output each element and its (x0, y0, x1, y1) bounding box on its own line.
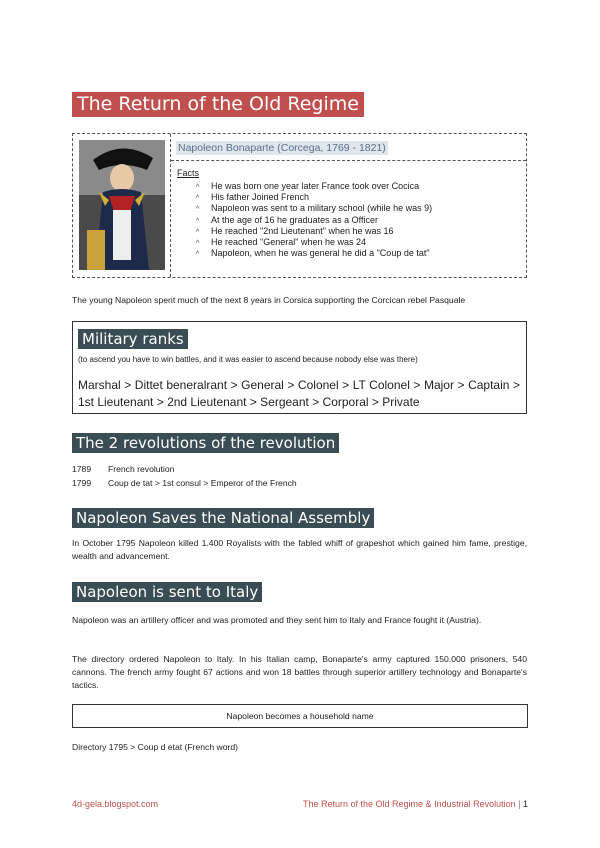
military-ranks-heading: Military ranks (78, 329, 188, 349)
assembly-heading: Napoleon Saves the National Assembly (72, 508, 374, 528)
list-item: ^ At the age of 16 he graduates as a Officer (196, 215, 432, 226)
napoleon-name-cell (171, 134, 526, 161)
page-number: 1 (522, 799, 528, 809)
bullet-icon: ^ (196, 195, 200, 203)
italy-heading: Napoleon is sent to Italy (72, 582, 262, 602)
military-ranks-box (72, 321, 527, 414)
timeline-row (72, 476, 297, 490)
facts-heading: Facts (177, 168, 200, 178)
timeline-year: 1789 (72, 464, 92, 474)
military-ranks-note: (to ascend you have to win battles, and it was easier to ascend because nobody else was there) (78, 355, 418, 364)
napoleon-portrait (73, 134, 171, 277)
directory-line: Directory 1795 > Coup d etat (French word) (72, 742, 238, 752)
bullet-icon: ^ (196, 228, 200, 236)
bullet-icon: ^ (196, 184, 200, 191)
intro-paragraph: The young Napoleon spent much of the next 8 years in Corsica supporting the Corcican rebel Pasquale (72, 295, 466, 305)
list-item: ^ His father Joined French (196, 192, 432, 203)
revolutions-timeline (72, 462, 297, 490)
military-ranks-chain: Marshal > Dittet beneralrant > General > Colonel > LT Colonel > Major > Captain > 1st Lieutenant > 2nd Lieutenant > Sergeant > Corporal > Private (78, 378, 520, 409)
footer-separator: | (518, 799, 521, 809)
napoleon-table (72, 133, 527, 278)
footer-doc-title: The Return of the Old Regime & Industrial Revolution (303, 799, 516, 809)
list-item: ^ Napoleon was sent to a military school (while he was 9) (196, 203, 432, 214)
footer-site-link[interactable]: 4d-gela.blogspot.com (72, 799, 159, 809)
napoleon-name: Napoleon Bonaparte (Corcega, 1769 - 1821) (178, 142, 386, 154)
facts-cell (171, 161, 526, 277)
italy-paragraph-1: Napoleon was an artillery officer and was promoted and they sent him to Italy and France fought it (Austria). (72, 615, 482, 625)
list-item: ^ He was born one year later France took over Cocica (196, 181, 432, 192)
bullet-icon: ^ (196, 206, 200, 214)
page-title: The Return of the Old Regime (72, 92, 364, 117)
list-item: ^ He reached "2nd Lieutenant" when he was 16 (196, 226, 432, 237)
bullet-icon: ^ (196, 239, 200, 247)
bullet-icon: ^ (196, 251, 200, 259)
list-item: ^ Napoleon, when he was general he did a "Coup de tat" (196, 248, 432, 259)
bullet-icon: ^ (196, 217, 200, 225)
timeline-text: Coup de tat > 1st consul > Emperor of the French (108, 478, 297, 488)
italy-paragraph-2: The directory ordered Napoleon to Italy. In his Italian camp, Bonaparte's army captured 150.000 prisoners, 540 cannons. The french army fought 67 actions and won 18 battles through superior artillery technology and Bonaparte's tactics. (72, 654, 527, 690)
household-name-box: Napoleon becomes a household name (72, 704, 528, 728)
revolutions-heading: The 2 revolutions of the revolution (72, 433, 339, 453)
timeline-row (72, 462, 297, 476)
timeline-year: 1799 (72, 478, 92, 488)
footer-doc-info (303, 799, 528, 809)
timeline-text: French revolution (108, 464, 175, 474)
list-item: ^ He reached "General" when he was 24 (196, 237, 432, 248)
assembly-paragraph: In October 1795 Napoleon killed 1.400 Royalists with the fabled whiff of grapeshot which gained him fame, prestige, wealth and advancement. (72, 538, 527, 561)
facts-list (196, 181, 432, 259)
napoleon-portrait-image (79, 140, 165, 270)
